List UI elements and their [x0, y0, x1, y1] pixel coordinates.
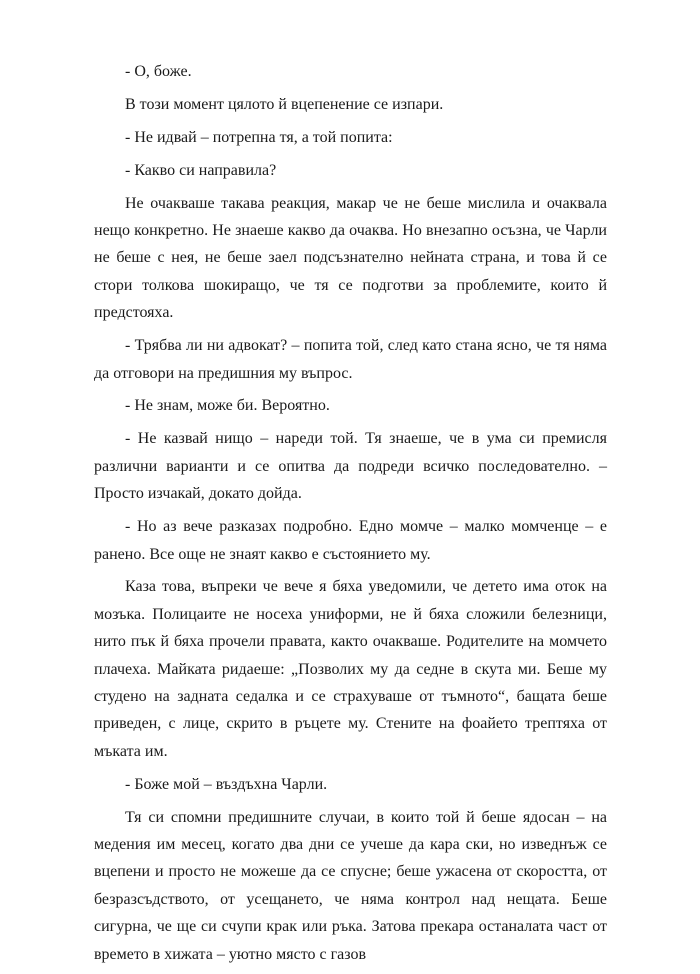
paragraph: - О, боже. [125, 63, 192, 80]
paragraph: Тя си спомни предишните случаи, в които той й беше ядосан – на медения им месец, когато два дни се учеше да кара ски, но изведнъж се вцепени и просто не можеше да се спусне; беше ужасена от скоростта, от безразсъдството, от усещането, че няма контрол над нещата. Беше сигурна, че ще си счупи крак или ръка. Затова прекара останалата част от времето в хижата – уютно място с газов [94, 808, 607, 963]
paragraph: - Трябва ли ни адвокат? – попита той, след като стана ясно, че тя няма да отговори на предишния му въпрос. [94, 337, 607, 382]
document-body [94, 58, 607, 974]
paragraph: - Не знам, може би. Вероятно. [125, 397, 330, 415]
paragraph: В този момент цялото й вцепенение се изпари. [125, 95, 444, 113]
paragraph: - Не идвай – потрепна тя, а той попита: [125, 128, 393, 146]
paragraph: - Боже мой – въздъхна Чарли. [125, 775, 328, 793]
paragraph: - Не казвай нищо – нареди той. Тя знаеше, че в ума си премисля различни варианти и се опитва да подреди всичко последователно. – Просто изчакай, докато дойда. [94, 430, 607, 503]
paragraph: - Но аз вече разказах подробно. Едно момче – малко момченце – е ранено. Все още не знаят какво е състоянието му. [94, 518, 607, 563]
paragraph: - Какво си направила? [125, 161, 277, 179]
paragraph: Каза това, въпреки че вече я бяха уведомили, че детето има оток на мозъка. Полицаите не носеха униформи, не й бяха сложили белезници, нито пък й бяха прочели правата, както очакваше. Родителите на момчето плачеха. Майката ридаеше: „Позволих му да седне в скута ми. Беше му студено на задната седалка и се страхуваше от тъмното“, бащата беше приведен, с лице, скрито в ръцете му. Стените на фоайето трептяха от мъката им. [94, 578, 607, 760]
paragraph: Не очакваше такава реакция, макар че не беше мислила и очаквала нещо конкретно. Не знаеше какво да очаква. Но внезапно осъзна, че Чарли не беше с нея, не беше заел подсъзнателно нейната страна, и това й се стори толкова шокиращо, че тя се подготви за проблемите, които й предстояха. [94, 194, 607, 322]
